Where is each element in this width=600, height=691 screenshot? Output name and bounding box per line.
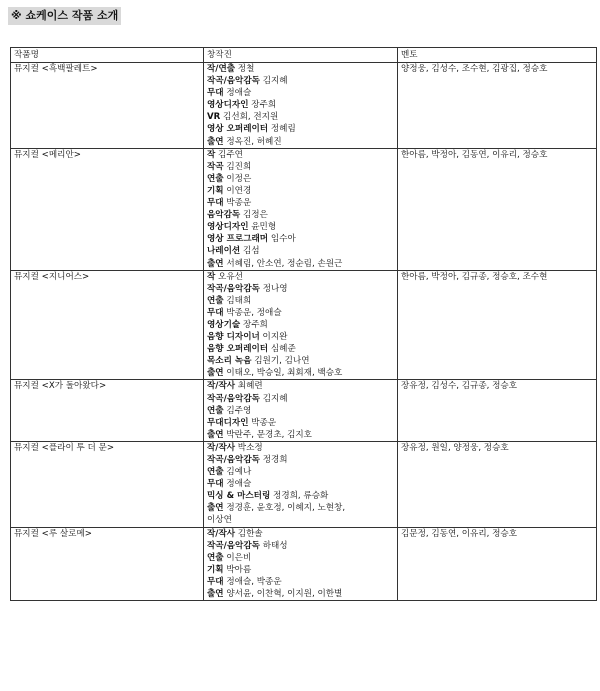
credit-line <box>207 75 394 87</box>
credit-names: 정애슬, 박종운 <box>226 576 282 587</box>
credit-names: 박종운 <box>251 417 277 428</box>
credit-role: 연출 <box>207 552 224 563</box>
creators-cell <box>204 63 398 149</box>
credit-names: 정경희 <box>262 455 288 465</box>
credit-line <box>207 528 394 540</box>
credit-line <box>207 233 394 245</box>
credit-role: 작곡/음악감독 <box>207 455 260 465</box>
credit-role: 무대 <box>207 479 224 490</box>
credit-line <box>207 417 394 429</box>
work-title: 뮤지컬 <플라이 투 더 문> <box>11 441 204 527</box>
credit-line <box>207 514 394 526</box>
credit-role: 출연 <box>207 429 224 440</box>
credit-line <box>207 552 394 564</box>
creators-cell <box>204 441 398 527</box>
credit-line <box>207 271 394 283</box>
credit-names: 김정은 <box>242 210 268 221</box>
credit-names: 김지혜 <box>262 393 288 404</box>
credit-names: 김선회, 전지원 <box>223 112 279 123</box>
credit-line <box>207 540 394 552</box>
credit-names: 심혜준 <box>270 344 296 355</box>
credit-role: 기획 <box>207 185 224 196</box>
credit-names: 김진희 <box>226 161 252 172</box>
credit-line <box>207 87 394 99</box>
credit-names: 정나영 <box>262 283 288 294</box>
credit-role: 무대디자인 <box>207 417 249 428</box>
credit-names: 장주희 <box>242 319 268 330</box>
credit-line <box>207 319 394 331</box>
credit-role: 연출 <box>207 173 224 184</box>
credit-names: 장주희 <box>251 100 277 111</box>
mentors-cell: 한아름, 박정아, 김규종, 정승호, 조수현 <box>398 270 597 380</box>
credit-role: 무대 <box>207 576 224 587</box>
credit-names: 서혜림, 안소연, 정순림, 손원근 <box>226 258 343 269</box>
table-row <box>11 527 597 601</box>
credit-role: 음향 오퍼레이터 <box>207 344 269 355</box>
credit-names: 박아름 <box>226 564 252 575</box>
creators-cell <box>204 380 398 441</box>
credit-line <box>207 63 394 75</box>
credit-role: VR <box>207 112 221 123</box>
credit-role: 영상 프로그래머 <box>207 234 269 245</box>
credit-names: 이은비 <box>226 552 252 563</box>
credit-role: 작곡/음악감독 <box>207 283 260 294</box>
credit-line <box>207 466 394 478</box>
work-title: 뮤지컬 <지니어스> <box>11 270 204 380</box>
credit-role: 음향 디자이너 <box>207 332 260 343</box>
credit-names: 김한솔 <box>237 528 263 539</box>
credit-names: 김주영 <box>226 405 252 416</box>
credit-role: 무대 <box>207 198 224 209</box>
credit-line <box>207 367 394 379</box>
showcase-table <box>10 47 597 601</box>
credit-line <box>207 136 394 148</box>
credit-role: 연출 <box>207 405 224 416</box>
credit-line <box>207 478 394 490</box>
credit-names: 박종운 <box>226 198 252 209</box>
credit-role: 영상 오퍼레이터 <box>207 124 269 135</box>
credit-line <box>207 454 394 466</box>
credit-line <box>207 123 394 135</box>
credit-role: 작/연출 <box>207 64 236 74</box>
credit-line <box>207 197 394 209</box>
credit-line <box>207 576 394 588</box>
credit-role: 작 <box>207 149 216 160</box>
credit-role: 연출 <box>207 467 224 478</box>
credit-names: 정철 <box>237 64 255 74</box>
credit-line <box>207 295 394 307</box>
credit-names: 임수아 <box>270 234 296 245</box>
creators-cell <box>204 527 398 601</box>
credit-names: 정경훈, 윤호정, 이혜지, 노현창, <box>226 503 346 514</box>
credit-line <box>207 161 394 173</box>
mentors-cell: 장유정, 원일, 양정웅, 정승호 <box>398 441 597 527</box>
credit-names: 이상연 <box>207 515 232 526</box>
credit-role: 작/작사 <box>207 381 236 392</box>
credit-role: 작/작사 <box>207 528 236 539</box>
credit-line <box>207 221 394 233</box>
credit-names: 최혜련 <box>237 381 263 392</box>
credit-role: 작 <box>207 271 216 282</box>
credit-line <box>207 331 394 343</box>
credit-role: 무대 <box>207 307 224 318</box>
credit-names: 박란주, 문경초, 김지호 <box>226 429 312 440</box>
credit-names: 양서윤, 이찬혁, 이지원, 이한별 <box>226 589 343 600</box>
credit-role: 영상디자인 <box>207 222 249 233</box>
credit-names: 정옥진, 허혜진 <box>226 136 282 147</box>
credit-names: 박소정 <box>237 442 263 453</box>
credit-role: 목소리 녹음 <box>207 356 252 367</box>
credit-role: 출연 <box>207 136 224 147</box>
credit-role: 기획 <box>207 564 224 575</box>
mentors-cell: 양정웅, 김성수, 조수현, 김광집, 정승호 <box>398 63 597 149</box>
credit-role: 연출 <box>207 295 224 306</box>
credit-line <box>207 173 394 185</box>
credit-line <box>207 442 394 454</box>
table-row <box>11 148 597 270</box>
credit-line <box>207 393 394 405</box>
credit-names: 이연경 <box>226 185 252 196</box>
credit-line <box>207 502 394 514</box>
header-title: 작품명 <box>11 48 204 63</box>
credit-names: 하태성 <box>262 540 288 551</box>
credit-names: 윤민형 <box>251 222 277 233</box>
credit-role: 작곡/음악감독 <box>207 393 260 404</box>
credit-names: 이지완 <box>262 332 288 343</box>
credit-line <box>207 355 394 367</box>
credit-line <box>207 99 394 111</box>
credit-line <box>207 405 394 417</box>
credit-names: 김원기, 김나연 <box>254 356 310 367</box>
credit-role: 작/작사 <box>207 442 236 453</box>
work-title: 뮤지컬 <X가 돌아왔다> <box>11 380 204 441</box>
credit-line <box>207 258 394 270</box>
table-header-row <box>11 48 597 63</box>
credit-role: 무대 <box>207 88 224 99</box>
credit-line <box>207 380 394 392</box>
credit-line <box>207 283 394 295</box>
credit-line <box>207 209 394 221</box>
credit-names: 정애슬 <box>226 479 252 490</box>
mentors-cell: 장유정, 김성수, 김규종, 정승호 <box>398 380 597 441</box>
credit-line <box>207 588 394 600</box>
credit-role: 출연 <box>207 589 224 600</box>
credit-names: 정혜림 <box>270 124 296 135</box>
credit-names: 김섬 <box>242 246 260 257</box>
credit-role: 나레이션 <box>207 246 241 257</box>
credit-role: 작곡/음악감독 <box>207 76 260 87</box>
credit-line <box>207 490 394 502</box>
credit-names: 정애슬 <box>226 88 252 99</box>
table-row <box>11 380 597 441</box>
creators-cell <box>204 148 398 270</box>
credit-role: 출연 <box>207 258 224 269</box>
credit-names: 오유선 <box>218 271 243 282</box>
creators-cell <box>204 270 398 380</box>
credit-role: 음악감독 <box>207 210 241 221</box>
header-mentors: 멘토 <box>398 48 597 63</box>
credit-role: 작곡 <box>207 161 224 172</box>
credit-line <box>207 343 394 355</box>
work-title: 뮤지컬 <흑백팔레트> <box>11 63 204 149</box>
table-row <box>11 63 597 149</box>
credit-line <box>207 185 394 197</box>
work-title: 뮤지컬 <루 살로메> <box>11 527 204 601</box>
header-creators: 창작진 <box>204 48 398 63</box>
credit-role: 출연 <box>207 368 224 379</box>
mentors-cell: 김문정, 김동연, 이유리, 정승호 <box>398 527 597 601</box>
credit-line <box>207 149 394 161</box>
credit-role: 믹싱 & 마스터링 <box>207 491 271 502</box>
credit-names: 김지혜 <box>262 76 288 87</box>
credit-names: 이정은 <box>226 173 252 184</box>
page-heading: ※ 쇼케이스 작품 소개 <box>8 7 121 25</box>
credit-line <box>207 564 394 576</box>
credit-names: 김주연 <box>218 149 243 160</box>
table-row <box>11 270 597 380</box>
table-row <box>11 441 597 527</box>
mentors-cell: 한아름, 박정아, 김동연, 이유리, 정승호 <box>398 148 597 270</box>
work-title: 뮤지컬 <메리안> <box>11 148 204 270</box>
credit-names: 정경희, 류승화 <box>273 491 329 502</box>
credit-line <box>207 111 394 123</box>
credit-role: 작곡/음악감독 <box>207 540 260 551</box>
credit-line <box>207 245 394 257</box>
credit-role: 영상디자인 <box>207 100 249 111</box>
credit-names: 김태희 <box>226 295 252 306</box>
credit-role: 영상기술 <box>207 319 241 330</box>
credit-names: 김예나 <box>226 467 252 478</box>
credit-names: 박종운, 정애슬 <box>226 307 282 318</box>
credit-line <box>207 307 394 319</box>
credit-names: 이태오, 박승일, 최회재, 백승호 <box>226 368 343 379</box>
credit-line <box>207 429 394 441</box>
credit-role: 출연 <box>207 503 224 514</box>
